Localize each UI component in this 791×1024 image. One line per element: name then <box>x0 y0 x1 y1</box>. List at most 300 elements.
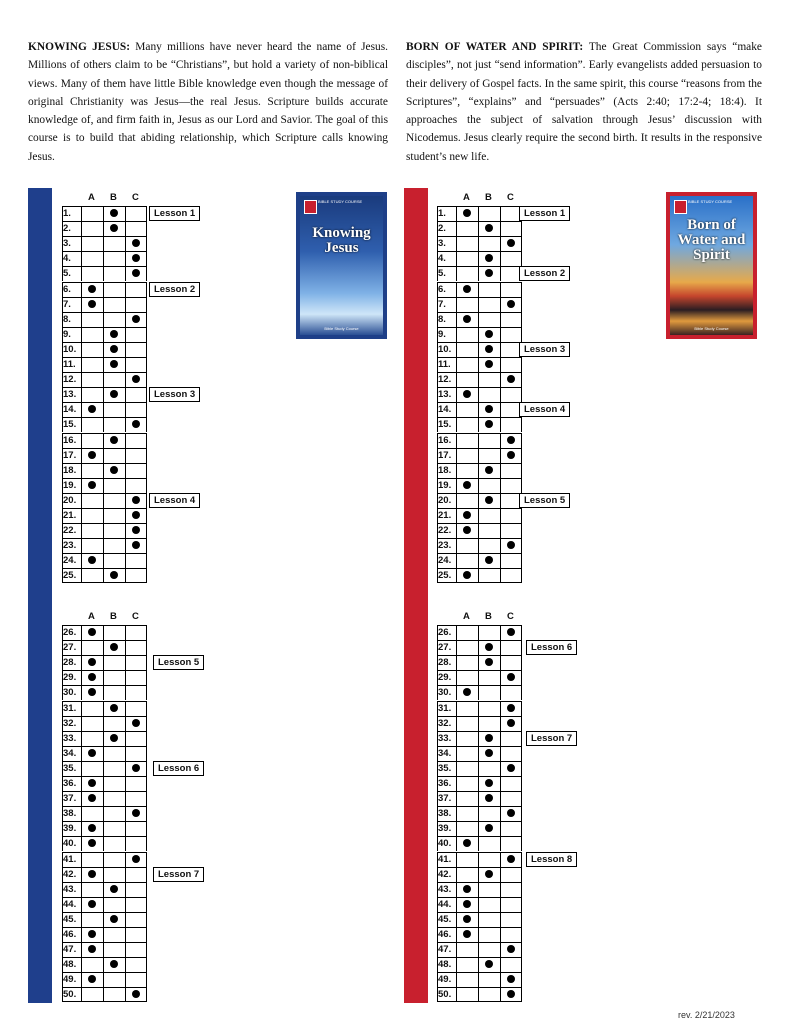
question-number: 42. <box>438 868 452 880</box>
column-header-a: A <box>463 611 470 622</box>
answer-cell <box>103 493 125 508</box>
answer-cell <box>456 538 478 553</box>
born-of-water-answer-row <box>437 433 523 448</box>
question-number: 11. <box>438 359 451 370</box>
question-number: 16. <box>63 434 77 446</box>
answer-cell <box>478 448 500 463</box>
answer-dot-a <box>463 511 471 519</box>
knowing-jesus-answer-row <box>62 776 148 791</box>
born-of-water-answer-row <box>437 852 523 867</box>
question-number: 15. <box>63 419 77 431</box>
answer-dot-b <box>485 779 493 787</box>
answer-cell <box>103 791 125 806</box>
lesson-marker: Lesson 6 <box>153 761 204 776</box>
answer-cell <box>103 538 125 553</box>
born-of-water-answer-row <box>437 568 523 583</box>
answer-dot-b <box>110 360 118 368</box>
question-number: 50. <box>438 989 452 1001</box>
answer-cell <box>125 387 147 402</box>
answer-dot-b <box>110 915 118 923</box>
question-number: 37. <box>438 793 452 805</box>
lesson-marker: Lesson 3 <box>149 387 200 402</box>
answer-cell <box>456 716 478 731</box>
question-number: 13. <box>63 389 77 401</box>
answer-cell <box>103 942 125 957</box>
born-of-water-answer-row <box>437 670 523 685</box>
answer-cell <box>103 685 125 700</box>
answer-cell <box>125 640 147 655</box>
answer-cell <box>456 553 478 568</box>
knowing-jesus-answer-row <box>62 417 148 432</box>
answer-cell <box>125 912 147 927</box>
answer-cell <box>456 417 478 432</box>
answer-cell <box>125 685 147 700</box>
born-of-water-answer-row <box>437 493 523 508</box>
answer-cell <box>103 806 125 821</box>
question-number: 14. <box>438 404 452 416</box>
question-number: 49. <box>438 974 452 986</box>
answer-dot-c <box>132 496 140 504</box>
lesson-marker: Lesson 5 <box>153 655 204 670</box>
answer-cell <box>478 987 500 1002</box>
answer-cell <box>103 836 125 851</box>
answer-dot-b <box>485 360 493 368</box>
question-number: 41. <box>63 853 77 865</box>
revision-date: rev. 2/21/2023 <box>678 1010 735 1020</box>
born-of-water-answer-row <box>437 312 523 327</box>
answer-cell <box>125 342 147 357</box>
answer-cell <box>81 806 103 821</box>
answer-cell <box>125 463 147 478</box>
answer-dot-b <box>110 330 118 338</box>
question-number: 24. <box>438 555 452 567</box>
answer-cell <box>456 342 478 357</box>
answer-cell <box>103 448 125 463</box>
knowing-jesus-answer-row <box>62 463 148 478</box>
born-of-water-answer-row <box>437 327 523 342</box>
question-number: 2. <box>63 223 71 235</box>
born-of-water-answer-row <box>437 387 523 402</box>
answer-cell <box>478 882 500 897</box>
born-of-water-answer-row <box>437 640 523 655</box>
question-number: 6. <box>438 283 446 295</box>
intro-knowing-jesus <box>28 38 388 166</box>
answer-dot-b <box>485 466 493 474</box>
answer-cell <box>103 266 125 281</box>
answer-cell <box>103 655 125 670</box>
question-number: 35. <box>438 762 452 774</box>
knowing-jesus-answer-row <box>62 761 148 776</box>
question-number: 29. <box>438 672 452 684</box>
intro-born-of-water <box>406 38 762 166</box>
born-of-water-answer-row <box>437 897 523 912</box>
knowing-jesus-answer-row <box>62 882 148 897</box>
answer-cell <box>456 327 478 342</box>
knowing-jesus-answer-row <box>62 867 148 882</box>
answer-cell <box>81 236 103 251</box>
question-number: 4. <box>438 253 446 265</box>
answer-cell <box>456 972 478 987</box>
born-of-water-answer-row <box>437 402 523 417</box>
question-number: 36. <box>63 778 77 789</box>
question-number: 4. <box>63 253 71 265</box>
answer-dot-b <box>110 436 118 444</box>
answer-cell <box>456 761 478 776</box>
answer-cell <box>478 852 500 867</box>
answer-dot-a <box>88 900 96 908</box>
question-number: 31. <box>63 702 77 714</box>
answer-cell <box>103 312 125 327</box>
answer-cell <box>81 221 103 236</box>
question-number: 27. <box>438 642 452 654</box>
question-number: 26. <box>438 627 452 638</box>
answer-cell <box>125 297 147 312</box>
answer-cell <box>81 987 103 1002</box>
answer-dot-a <box>463 209 471 217</box>
answer-cell <box>81 417 103 432</box>
column-header-c: C <box>132 611 139 622</box>
answer-cell <box>500 897 522 912</box>
knowing-jesus-answer-row <box>62 942 148 957</box>
column-header-a: A <box>88 611 95 622</box>
answer-cell <box>81 266 103 281</box>
born-of-water-answer-row <box>437 942 523 957</box>
born-of-water-answer-row <box>437 342 523 357</box>
answer-cell <box>81 493 103 508</box>
answer-cell <box>478 716 500 731</box>
knowing-jesus-answer-row <box>62 433 148 448</box>
question-number: 14. <box>63 404 77 416</box>
born-of-water-answer-row <box>437 867 523 882</box>
question-number: 22. <box>438 525 452 537</box>
answer-cell <box>456 776 478 791</box>
answer-cell <box>81 731 103 746</box>
answer-cell <box>478 897 500 912</box>
knowing-jesus-answer-row <box>62 957 148 972</box>
course-logo-icon <box>674 200 687 214</box>
answer-cell <box>500 912 522 927</box>
question-number: 49. <box>63 974 77 986</box>
question-number: 23. <box>438 540 452 552</box>
born-of-water-answer-row <box>437 972 523 987</box>
cover-title: Born of Water and Spirit <box>677 217 746 263</box>
answer-cell <box>500 508 522 523</box>
answer-cell <box>81 882 103 897</box>
answer-dot-b <box>110 704 118 712</box>
answer-cell <box>103 852 125 867</box>
answer-cell <box>500 731 522 746</box>
answer-cell <box>456 942 478 957</box>
answer-cell <box>125 791 147 806</box>
answer-cell <box>103 297 125 312</box>
answer-cell <box>125 836 147 851</box>
answer-cell <box>500 746 522 761</box>
knowing-jesus-answer-row <box>62 972 148 987</box>
answer-dot-a <box>463 481 471 489</box>
lesson-marker: Lesson 8 <box>526 852 577 867</box>
knowing-jesus-answer-row <box>62 701 148 716</box>
question-number: 8. <box>438 313 446 325</box>
question-number: 11. <box>63 359 76 370</box>
answer-cell <box>103 716 125 731</box>
answer-cell <box>500 882 522 897</box>
answer-cell <box>478 236 500 251</box>
answer-cell <box>81 716 103 731</box>
answer-cell <box>500 553 522 568</box>
answer-cell <box>81 508 103 523</box>
answer-cell <box>500 357 522 372</box>
answer-dot-b <box>110 209 118 217</box>
answer-cell <box>478 625 500 640</box>
answer-cell <box>81 523 103 538</box>
answer-dot-b <box>485 496 493 504</box>
question-number: 32. <box>63 717 77 729</box>
knowing-jesus-answer-row <box>62 448 148 463</box>
answer-cell <box>103 761 125 776</box>
answer-cell <box>456 640 478 655</box>
answer-cell <box>125 731 147 746</box>
answer-dot-b <box>485 749 493 757</box>
answer-cell <box>500 957 522 972</box>
answer-cell <box>103 746 125 761</box>
question-number: 45. <box>438 913 452 925</box>
answer-cell <box>81 957 103 972</box>
lesson-marker: Lesson 7 <box>153 867 204 882</box>
answer-cell <box>500 640 522 655</box>
question-number: 24. <box>63 555 77 567</box>
question-number: 39. <box>438 823 452 835</box>
answer-dot-c <box>132 315 140 323</box>
answer-dot-c <box>507 719 515 727</box>
knowing-jesus-answer-row <box>62 746 148 761</box>
answer-cell <box>478 508 500 523</box>
born-of-water-answer-row <box>437 821 523 836</box>
question-number: 27. <box>63 642 77 654</box>
answer-cell <box>500 523 522 538</box>
question-number: 39. <box>63 823 77 835</box>
cover-logo-text: BIBLE STUDY COURSE <box>688 199 733 204</box>
knowing-jesus-answer-row <box>62 387 148 402</box>
knowing-jesus-answer-row <box>62 493 148 508</box>
intro-text: Many millions have never heard the name of Jesus. Millions of others claim to be “Christians”, but hold a variety of non-biblical views. Many of them have little Bible knowledge even though the message of original Christianity was Jesus—the real Jesus. Scripture builds accurate knowledge of, and firm faith in, Jesus as our Lord and Savior. The goal of this course is to build that abiding relationship, which Scripture calls knowing Jesus. <box>28 41 388 163</box>
knowing-jesus-answer-row <box>62 791 148 806</box>
born-of-water-answer-row <box>437 716 523 731</box>
born-of-water-answer-row <box>437 251 523 266</box>
knowing-jesus-answer-row <box>62 372 148 387</box>
knowing-jesus-answer-row <box>62 327 148 342</box>
knowing-jesus-answer-row <box>62 266 148 281</box>
answer-cell <box>81 387 103 402</box>
born-of-water-answer-row <box>437 987 523 1002</box>
born-of-water-answer-row <box>437 372 523 387</box>
answer-cell <box>456 746 478 761</box>
column-header-b: B <box>110 611 117 622</box>
answer-cell <box>456 221 478 236</box>
answer-cell <box>478 387 500 402</box>
question-number: 19. <box>63 479 77 491</box>
question-number: 25. <box>63 570 77 582</box>
knowing-jesus-answer-row <box>62 538 148 553</box>
intro-heading: KNOWING JESUS: <box>28 41 131 53</box>
question-number: 42. <box>63 868 77 880</box>
question-number: 15. <box>438 419 452 431</box>
question-number: 2. <box>438 223 446 235</box>
answer-cell <box>456 402 478 417</box>
answer-cell <box>103 417 125 432</box>
knowing-jesus-answer-row <box>62 716 148 731</box>
question-number: 33. <box>63 732 77 744</box>
answer-cell <box>125 221 147 236</box>
born-of-water-answer-row <box>437 297 523 312</box>
answer-cell <box>478 942 500 957</box>
knowing-jesus-answer-row <box>62 685 148 700</box>
lesson-marker: Lesson 2 <box>149 282 200 297</box>
answer-cell <box>478 761 500 776</box>
answer-dot-a <box>88 285 96 293</box>
answer-cell <box>478 701 500 716</box>
question-number: 38. <box>438 808 452 820</box>
answer-cell <box>103 251 125 266</box>
knowing-jesus-answer-row <box>62 852 148 867</box>
answer-cell <box>478 972 500 987</box>
lesson-marker: Lesson 6 <box>526 640 577 655</box>
answer-cell <box>456 791 478 806</box>
answer-cell <box>103 821 125 836</box>
born-of-water-answer-row <box>437 523 523 538</box>
knowing-jesus-answer-row <box>62 478 148 493</box>
answer-cell <box>478 927 500 942</box>
answer-cell <box>125 942 147 957</box>
column-header-b: B <box>485 192 492 203</box>
question-number: 19. <box>438 479 452 491</box>
answer-cell <box>500 821 522 836</box>
answer-dot-b <box>110 885 118 893</box>
question-number: 22. <box>63 525 77 537</box>
born-of-water-answer-row <box>437 746 523 761</box>
answer-cell <box>456 655 478 670</box>
born-of-water-answer-row <box>437 625 523 640</box>
born-of-water-answer-row <box>437 731 523 746</box>
answer-cell <box>81 640 103 655</box>
knowing-jesus-answer-row <box>62 987 148 1002</box>
answer-cell <box>103 372 125 387</box>
answer-cell <box>478 282 500 297</box>
answer-cell <box>456 297 478 312</box>
answer-cell <box>500 221 522 236</box>
answer-dot-a <box>88 300 96 308</box>
knowing-jesus-answer-row <box>62 251 148 266</box>
born-of-water-answer-row <box>437 236 523 251</box>
answer-cell <box>456 236 478 251</box>
question-number: 20. <box>438 494 452 506</box>
born-of-water-answer-row <box>437 776 523 791</box>
column-header-b: B <box>110 192 117 203</box>
question-number: 44. <box>438 898 452 910</box>
knowing-jesus-answer-row <box>62 553 148 568</box>
question-number: 20. <box>63 494 77 506</box>
column-header-a: A <box>463 192 470 203</box>
born-of-water-answer-row <box>437 357 523 372</box>
answer-cell <box>500 776 522 791</box>
answer-cell <box>456 625 478 640</box>
red-side-bar <box>404 188 428 1003</box>
answer-cell <box>103 897 125 912</box>
question-number: 43. <box>63 883 77 895</box>
knowing-jesus-answer-row <box>62 282 148 297</box>
born-of-water-answer-row <box>437 508 523 523</box>
answer-dot-b <box>110 345 118 353</box>
answer-cell <box>500 685 522 700</box>
answer-cell <box>125 402 147 417</box>
answer-cell <box>478 806 500 821</box>
intro-heading: BORN OF WATER AND SPIRIT: <box>406 41 584 53</box>
question-number: 13. <box>438 389 452 401</box>
answer-cell <box>81 912 103 927</box>
answer-dot-a <box>88 930 96 938</box>
answer-dot-c <box>507 764 515 772</box>
question-number: 8. <box>63 313 71 325</box>
lesson-marker: Lesson 4 <box>149 493 200 508</box>
answer-dot-b <box>485 330 493 338</box>
answer-cell <box>125 478 147 493</box>
answer-cell <box>125 206 147 221</box>
answer-cell <box>500 867 522 882</box>
question-number: 1. <box>63 208 71 219</box>
answer-cell <box>103 553 125 568</box>
answer-cell <box>478 685 500 700</box>
answer-dot-b <box>110 466 118 474</box>
born-of-water-answer-row <box>437 417 523 432</box>
question-number: 5. <box>63 268 71 280</box>
question-number: 37. <box>63 793 77 805</box>
answer-cell <box>81 568 103 583</box>
answer-cell <box>125 327 147 342</box>
question-number: 7. <box>63 298 71 310</box>
born-of-water-answer-row <box>437 655 523 670</box>
answer-cell <box>125 448 147 463</box>
question-number: 1. <box>438 208 446 219</box>
answer-dot-b <box>485 734 493 742</box>
column-header-c: C <box>132 192 139 203</box>
answer-cell <box>478 297 500 312</box>
answer-cell <box>103 523 125 538</box>
question-number: 17. <box>438 449 452 461</box>
answer-dot-c <box>507 436 515 444</box>
born-of-water-answer-row <box>437 282 523 297</box>
question-number: 12. <box>438 374 452 386</box>
answer-cell <box>478 523 500 538</box>
question-number: 47. <box>438 944 452 956</box>
answer-dot-a <box>88 749 96 757</box>
answer-cell <box>456 448 478 463</box>
answer-cell <box>500 655 522 670</box>
born-of-water-answer-row <box>437 701 523 716</box>
born-of-water-answer-row <box>437 957 523 972</box>
answer-cell <box>500 282 522 297</box>
answer-dot-c <box>507 451 515 459</box>
answer-cell <box>81 761 103 776</box>
question-number: 23. <box>63 540 77 552</box>
answer-cell <box>456 806 478 821</box>
question-number: 3. <box>63 238 71 250</box>
question-number: 21. <box>63 510 77 521</box>
answer-cell <box>456 433 478 448</box>
question-number: 5. <box>438 268 446 280</box>
lesson-marker: Lesson 7 <box>526 731 577 746</box>
knowing-jesus-answer-row <box>62 836 148 851</box>
question-number: 46. <box>63 929 77 940</box>
answer-cell <box>456 867 478 882</box>
